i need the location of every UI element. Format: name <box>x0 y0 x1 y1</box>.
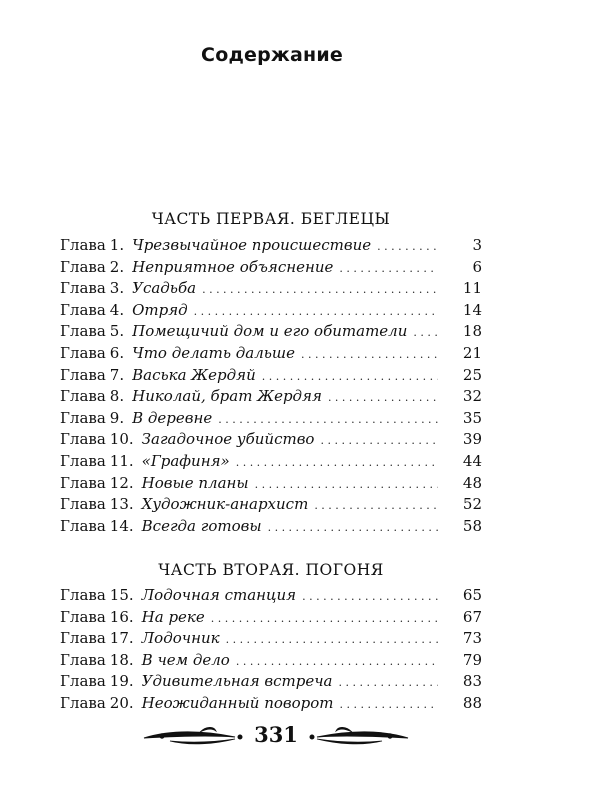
chapter-title: Что делать дальше <box>132 343 296 362</box>
page-title: Содержание <box>201 44 343 66</box>
chapter-label: Глава <box>60 650 106 669</box>
toc-entry <box>60 608 482 630</box>
chapter-label: Глава <box>60 387 106 406</box>
chapter-number: 5. <box>109 322 125 341</box>
dot-leader <box>302 590 438 603</box>
chapter-page: 14 <box>462 300 482 319</box>
toc-entry <box>60 279 482 301</box>
chapter-title: Отряд <box>132 300 188 319</box>
chapter-number: 1. <box>109 236 125 254</box>
chapter-page: 73 <box>462 629 482 648</box>
chapter-label: Глава <box>60 473 106 492</box>
chapter-title: Усадьба <box>132 279 197 298</box>
chapter-title: Удивительная встреча <box>141 672 333 691</box>
toc-entry <box>60 452 482 474</box>
dot-leader <box>255 478 438 491</box>
dot-leader <box>236 456 438 469</box>
chapter-title: Неожиданный поворот <box>141 693 334 712</box>
chapter-number: 3. <box>109 279 125 298</box>
toc-entry <box>60 495 482 517</box>
chapter-page: 11 <box>462 279 482 298</box>
chapter-label: Глава <box>60 236 106 254</box>
chapter-label: Глава <box>60 672 106 691</box>
chapter-page: 35 <box>462 408 482 427</box>
dot-leader <box>340 698 438 711</box>
chapter-number: 16. <box>109 607 134 626</box>
chapter-page: 21 <box>462 343 482 362</box>
dot-leader <box>320 434 438 447</box>
dot-leader <box>314 499 438 512</box>
chapter-number: 17. <box>109 629 134 648</box>
chapter-page: 48 <box>462 473 482 492</box>
chapter-number: 20. <box>109 693 134 712</box>
chapter-label: Глава <box>60 516 106 535</box>
chapter-label: Глава <box>60 607 106 626</box>
chapter-label: Глава <box>60 343 106 362</box>
part-one-heading: ЧАСТЬ ПЕРВАЯ. БЕГЛЕЦЫ <box>151 210 391 228</box>
chapter-label: Глава <box>60 408 106 427</box>
chapter-page: 79 <box>462 650 482 669</box>
toc-entry <box>60 586 482 608</box>
toc-entry <box>60 409 482 431</box>
chapter-title: Неприятное объяснение <box>132 257 334 276</box>
chapter-label: Глава <box>60 586 106 604</box>
chapter-label: Глава <box>60 322 106 341</box>
chapter-number: 2. <box>109 257 125 276</box>
chapter-title: В деревне <box>132 408 213 427</box>
dot-leader <box>226 633 438 646</box>
dot-leader <box>339 262 438 275</box>
chapter-number: 10. <box>109 430 134 449</box>
dot-leader <box>202 283 438 296</box>
chapter-page: 39 <box>462 430 482 449</box>
chapter-label: Глава <box>60 279 106 298</box>
chapter-page: 65 <box>462 586 482 604</box>
chapter-title: Лодочная станция <box>141 586 297 604</box>
chapter-label: Глава <box>60 451 106 470</box>
chapter-title: В чем дело <box>141 650 230 669</box>
dot-leader <box>301 348 438 361</box>
toc-entry <box>60 517 482 539</box>
dot-leader <box>413 326 438 339</box>
chapter-number: 19. <box>109 672 134 691</box>
chapter-page: 88 <box>462 693 482 712</box>
toc-part-one <box>60 236 482 538</box>
chapter-page: 67 <box>462 607 482 626</box>
chapter-label: Глава <box>60 629 106 648</box>
chapter-label: Глава <box>60 693 106 712</box>
chapter-title: Васька Жердяй <box>132 365 256 384</box>
toc-entry <box>60 236 482 258</box>
chapter-label: Глава <box>60 257 106 276</box>
dot-leader <box>218 413 438 426</box>
chapter-title: Чрезвычайное происшествие <box>132 236 372 254</box>
chapter-page: 52 <box>462 495 482 514</box>
toc-entry <box>60 430 482 452</box>
chapter-number: 14. <box>109 516 134 535</box>
chapter-page: 44 <box>462 451 482 470</box>
dot-leader <box>194 305 438 318</box>
chapter-number: 12. <box>109 473 134 492</box>
toc-entry <box>60 258 482 280</box>
chapter-page: 58 <box>462 516 482 535</box>
toc-entry <box>60 322 482 344</box>
dot-leader <box>236 655 438 668</box>
dot-leader <box>262 370 438 383</box>
toc-entry <box>60 387 482 409</box>
chapter-label: Глава <box>60 495 106 514</box>
toc-entry <box>60 366 482 388</box>
page-number: 331 <box>254 722 298 747</box>
chapter-page: 18 <box>462 322 482 341</box>
chapter-number: 11. <box>109 451 134 470</box>
toc-part-two <box>60 586 482 716</box>
chapter-page: 83 <box>462 672 482 691</box>
toc-entry <box>60 672 482 694</box>
dot-leader <box>377 240 438 253</box>
chapter-title: Помещичий дом и его обитатели <box>132 322 408 341</box>
chapter-title: «Графиня» <box>141 451 230 470</box>
chapter-number: 13. <box>109 495 134 514</box>
chapter-label: Глава <box>60 365 106 384</box>
dot-leader <box>268 521 438 534</box>
chapter-number: 7. <box>109 365 125 384</box>
chapter-page: 32 <box>462 387 482 406</box>
chapter-title: Художник-анархист <box>141 495 309 514</box>
chapter-title: Лодочник <box>141 629 220 648</box>
dot-leader <box>339 676 438 689</box>
chapter-number: 4. <box>109 300 125 319</box>
chapter-title: Новые планы <box>141 473 249 492</box>
chapter-title: Всегда готовы <box>141 516 262 535</box>
chapter-page: 3 <box>472 236 482 254</box>
chapter-page: 25 <box>462 365 482 384</box>
toc-entry <box>60 301 482 323</box>
chapter-number: 6. <box>109 343 125 362</box>
part-two-heading: ЧАСТЬ ВТОРАЯ. ПОГОНЯ <box>158 561 384 579</box>
chapter-number: 9. <box>109 408 125 427</box>
dot-leader <box>328 391 438 404</box>
chapter-number: 18. <box>109 650 134 669</box>
toc-entry <box>60 651 482 673</box>
chapter-title: На реке <box>141 607 205 626</box>
toc-entry <box>60 344 482 366</box>
chapter-label: Глава <box>60 430 106 449</box>
toc-entry <box>60 474 482 496</box>
dot-leader <box>211 612 438 625</box>
chapter-title: Загадочное убийство <box>141 430 315 449</box>
chapter-number: 8. <box>109 387 125 406</box>
toc-entry <box>60 629 482 651</box>
toc-entry <box>60 694 482 716</box>
chapter-number: 15. <box>109 586 134 604</box>
chapter-label: Глава <box>60 300 106 319</box>
chapter-title: Николай, брат Жердяя <box>132 387 322 406</box>
chapter-page: 6 <box>472 257 482 276</box>
